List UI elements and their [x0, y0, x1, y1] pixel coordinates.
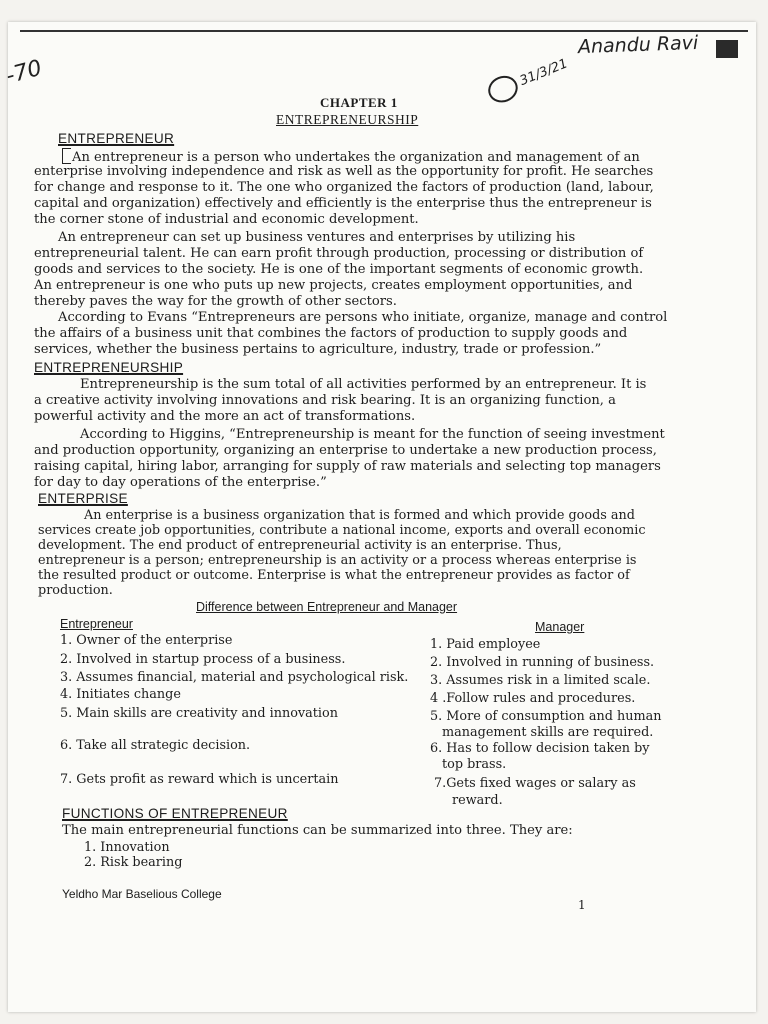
functions-intro: The main entrepreneurial functions can be summarized into three. They are: [62, 823, 573, 838]
signature-box [716, 40, 738, 58]
stamp-date: 31/3/21 [517, 56, 570, 89]
para-line: production. [38, 583, 113, 598]
manager-item: 7.Gets fixed wages or salary as [434, 776, 636, 791]
manager-item: 4 .Follow rules and procedures. [430, 691, 636, 706]
heading-enterprise: ENTERPRISE [38, 491, 128, 506]
column-head-entrepreneur: Entrepreneur [60, 617, 133, 631]
para-line: services, whether the business pertains to agriculture, industry, trade or profession.” [34, 342, 602, 357]
manager-item: 1. Paid employee [430, 637, 541, 652]
entrepreneur-item: 7. Gets profit as reward which is uncertain [60, 772, 339, 787]
para-line: goods and services to the society. He is one of the important segments of economic growth. [34, 262, 644, 277]
manager-item: 5. More of consumption and human [430, 709, 662, 724]
para-line: thereby paves the way for the growth of other sectors. [34, 294, 397, 309]
para-line: An entrepreneur is a person who undertakes the organization and management of an [62, 148, 640, 165]
para-line: According to Evans “Entrepreneurs are persons who initiate, organize, manage and control [58, 310, 668, 325]
top-rule [20, 30, 748, 32]
manager-item: top brass. [442, 757, 507, 772]
para-line: An enterprise is a business organization that is formed and which provide goods and [84, 508, 635, 523]
entrepreneur-item: 1. Owner of the enterprise [60, 633, 233, 648]
para-line: a creative activity involving innovations and risk bearing. It is an organizing function, a [34, 393, 616, 408]
manager-item: 6. Has to follow decision taken by [430, 741, 650, 756]
para-line: services create job opportunities, contribute a national income, exports and overall economic [38, 523, 646, 538]
para-line: An entrepreneur is one who puts up new projects, creates employment opportunities, and [34, 278, 633, 293]
handwritten-signature: Anandu Ravi [577, 31, 699, 59]
function-item: 2. Risk bearing [84, 855, 183, 870]
entrepreneur-item: 3. Assumes financial, material and psychological risk. [60, 670, 409, 685]
para-line: An entrepreneur can set up business ventures and enterprises by utilizing his [58, 230, 576, 245]
para-line: for change and response to it. The one who organized the factors of production (land, labour, [34, 180, 654, 195]
para-line: enterprise involving independence and risk as well as the opportunity for profit. He searches [34, 164, 654, 179]
footer-college: Yeldho Mar Baselious College [62, 887, 222, 901]
para-line: the corner stone of industrial and economic development. [34, 212, 419, 227]
column-head-manager: Manager [535, 620, 585, 634]
heading-entrepreneur: ENTREPRENEUR [58, 131, 175, 146]
para-line: Entrepreneurship is the sum total of all activities performed by an entrepreneur. It is [80, 377, 647, 392]
para-line: for day to day operations of the enterprise.” [34, 475, 327, 490]
heading-functions: FUNCTIONS OF ENTREPRENEUR [62, 806, 288, 821]
para-line: development. The end product of entrepreneurial activity is an enterprise. Thus, [38, 538, 562, 553]
margin-mark: -70 [3, 55, 45, 90]
para-line: powerful activity and the more an act of transformations. [34, 409, 416, 424]
entrepreneur-item: 5. Main skills are creativity and innovation [60, 706, 338, 721]
chapter-label: CHAPTER 1 [320, 95, 398, 110]
para-line: entrepreneurial talent. He can earn profit through production, processing or distribution of [34, 246, 644, 261]
para-line: raising capital, hiring labor, arranging for supply of raw materials and selecting top managers [34, 459, 661, 474]
bracket-mark-icon [62, 148, 71, 164]
para-line: and production opportunity, organizing an enterprise to undertake a new production process, [34, 443, 657, 458]
heading-entrepreneurship: ENTREPRENEURSHIP [34, 360, 184, 375]
manager-item: 2. Involved in running of business. [430, 655, 655, 670]
para-line: capital and organization) effectively and efficiently is the enterprise thus the entrepreneur is [34, 196, 652, 211]
manager-item: reward. [452, 793, 503, 808]
manager-item: management skills are required. [442, 725, 654, 740]
para-line: According to Higgins, “Entrepreneurship is meant for the function of seeing investment [80, 427, 665, 442]
chapter-title: ENTREPRENEURSHIP [276, 112, 419, 127]
difference-title: Difference between Entrepreneur and Manager [196, 600, 458, 614]
para-line: the resulted product or outcome. Enterprise is what the entrepreneur provides as factor of [38, 568, 630, 583]
manager-item: 3. Assumes risk in a limited scale. [430, 673, 651, 688]
function-item: 1. Innovation [84, 840, 170, 855]
entrepreneur-item: 4. Initiates change [60, 687, 181, 702]
page-number: 1 [578, 898, 586, 912]
para-line: the affairs of a business unit that combines the factors of production to supply goods and [34, 326, 628, 341]
entrepreneur-item: 2. Involved in startup process of a business. [60, 652, 346, 667]
entrepreneur-item: 6. Take all strategic decision. [60, 738, 251, 753]
para-line: entrepreneur is a person; entrepreneurship is an activity or a process whereas enterprise is [38, 553, 637, 568]
